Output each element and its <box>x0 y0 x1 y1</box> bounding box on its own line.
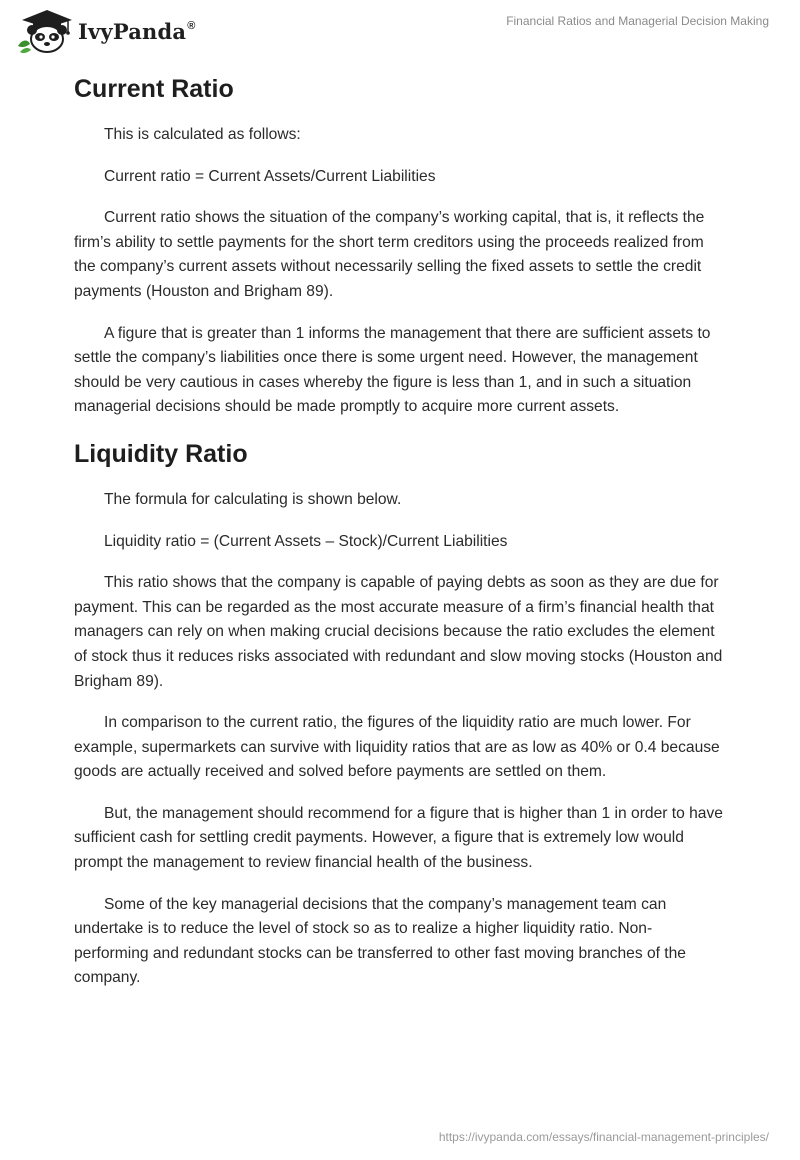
paragraph: Some of the key managerial decisions that the company’s management team can undertake is to reduce the level of stock so as to realize a higher liquidity ratio. Non-performing and redundant stocks can be transferred to other fast moving branches of the company. <box>74 895 686 987</box>
formula-paragraph: Current ratio = Current Assets/Current Liabilities <box>104 167 436 185</box>
document-title: Financial Ratios and Managerial Decision Making <box>506 14 769 28</box>
essay-content <box>74 72 726 991</box>
page-header <box>0 0 800 60</box>
section-heading-current-ratio: Current Ratio <box>74 75 234 103</box>
paragraph: In comparison to the current ratio, the figures of the liquidity ratio are much lower. For example, supermarkets can survive with liquidity ratios that are as low as 40% or 0.4 because goods are actually received and solved before payments are settled on them. <box>74 714 720 781</box>
paragraph: This ratio shows that the company is capable of paying debts as soon as they are due for payment. This can be regarded as the most accurate measure of a firm’s financial health that managers can rely on when making crucial decisions because the ratio excludes the element of stock thus it reduces risks associated with redundant and slow moving stocks (Houston and Brigham 89). <box>74 574 723 690</box>
paragraph: A figure that is greater than 1 informs the management that there are sufficient assets to settle the company’s liabilities once there is some urgent need. However, the management should be very cautious in cases whereby the figure is less than 1, and in such a situation managerial decisions should be made promptly to acquire more current assets. <box>74 324 711 416</box>
paragraph: The formula for calculating is shown below. <box>104 490 402 508</box>
section-heading-liquidity-ratio: Liquidity Ratio <box>74 439 248 468</box>
ivypanda-logo-icon[interactable] <box>14 6 74 54</box>
paragraph: Current ratio shows the situation of the company’s working capital, that is, it reflects the firm’s ability to settle payments for the short term creditors using the proceeds realized from the company’s current assets without necessarily selling the fixed assets to settle the credit payments (Houston and Brigham 89). <box>74 209 705 300</box>
paragraph: This is calculated as follows: <box>104 126 301 143</box>
brand-name[interactable]: IvyPanda® <box>78 19 196 44</box>
formula-paragraph: Liquidity ratio = (Current Assets – Stock)/Current Liabilities <box>104 532 508 550</box>
paragraph: But, the management should recommend for a figure that is higher than 1 in order to have sufficient cash for settling credit payments. However, a figure that is extremely low would prompt the management to review financial health of the business. <box>74 804 723 872</box>
source-url-link[interactable]: https://ivypanda.com/essays/financial-management-principles/ <box>438 1130 769 1144</box>
